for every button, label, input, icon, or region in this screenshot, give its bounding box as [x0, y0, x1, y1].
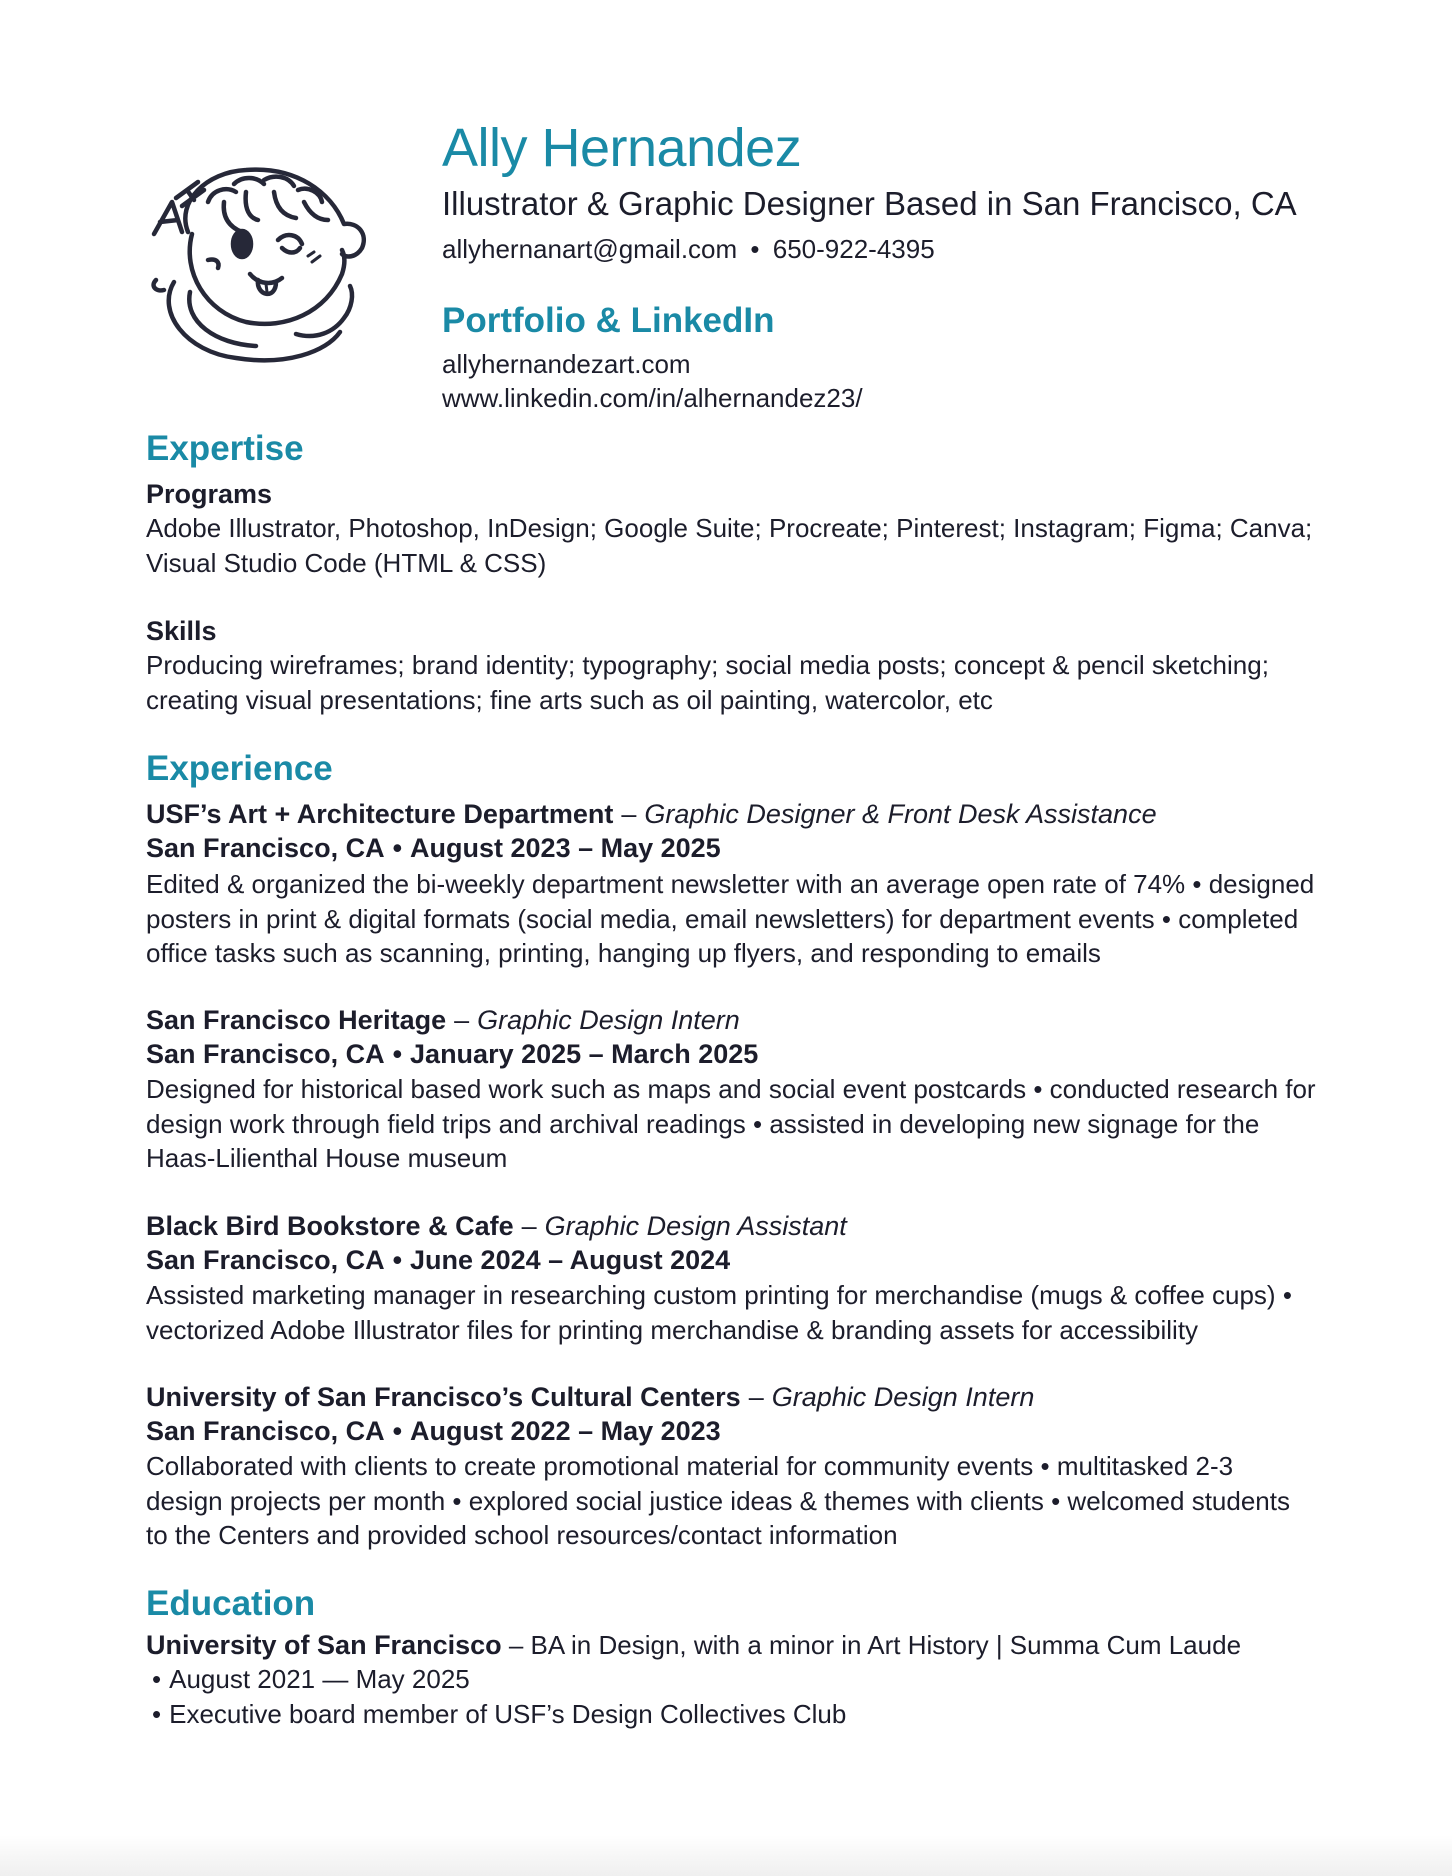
job-title-line	[146, 1003, 740, 1037]
job-description: Collaborated with clients to create promotional material for community events • multitasked 2-3 design projects per month • explored social justice ideas & themes with clients • welcomed students to the Centers and provided school resources/contact information	[146, 1451, 1290, 1550]
bullet-char: •	[152, 1664, 162, 1694]
education-line	[146, 1628, 1241, 1662]
job-role: Graphic Design Intern	[477, 1005, 740, 1035]
education-club: Executive board member of USF’s Design Collectives Club	[169, 1699, 847, 1729]
separator-dot: •	[392, 833, 403, 863]
phone-number[interactable]: 650-922-4395	[772, 234, 935, 264]
separator-dot: •	[392, 1416, 403, 1446]
portfolio-website-link[interactable]: allyhernandezart.com	[442, 349, 691, 379]
separator-dot: •	[392, 1039, 403, 1069]
job-org: USF’s Art + Architecture Department	[146, 799, 614, 829]
name-heading: Ally Hernandez	[442, 118, 802, 178]
job-meta-line	[146, 1414, 721, 1448]
education-dates: August 2021 — May 2025	[169, 1664, 470, 1694]
cartoon-self-portrait-icon	[146, 162, 386, 367]
contact-line	[442, 232, 935, 266]
job-role: Graphic Design Intern	[771, 1382, 1035, 1412]
job-dash: –	[454, 1005, 470, 1035]
job-role: Graphic Designer & Front Desk Assistance	[644, 799, 1157, 829]
portfolio-heading: Portfolio & LinkedIn	[442, 301, 775, 340]
school-name: University of San Francisco	[146, 1630, 502, 1660]
job-dates: August 2022 – May 2023	[410, 1416, 721, 1446]
job-org: University of San Francisco’s Cultural Centers	[146, 1382, 741, 1412]
job-meta-line	[146, 1037, 758, 1071]
skills-heading: Skills	[146, 616, 217, 646]
tagline: Illustrator & Graphic Designer Based in San Francisco, CA	[442, 185, 1297, 222]
separator-dot: •	[392, 1245, 403, 1275]
job-org: Black Bird Bookstore & Cafe	[146, 1211, 514, 1241]
job-dates: June 2024 – August 2024	[410, 1245, 731, 1275]
job-meta-line	[146, 1243, 730, 1277]
job-location: San Francisco, CA	[146, 1416, 385, 1446]
job-description: Designed for historical based work such as maps and social event postcards • conducted research for design work through field trips and archival readings • assisted in developing new signage for the Haas-Lilienthal House museum	[146, 1074, 1316, 1173]
job-location: San Francisco, CA	[146, 1245, 385, 1275]
job-dates: August 2023 – May 2025	[410, 833, 721, 863]
degree-text: – BA in Design, with a minor in Art History | Summa Cum Laude	[508, 1630, 1242, 1660]
bullet-char: •	[152, 1699, 162, 1729]
education-bullet	[152, 1662, 470, 1696]
job-title-line	[146, 1380, 1034, 1414]
job-location: San Francisco, CA	[146, 833, 385, 863]
skills-text: Producing wireframes; brand identity; typography; social media posts; concept & pencil sketching; creating visual presentations; fine arts such as oil painting, watercolor, etc	[146, 650, 1269, 715]
email-link[interactable]: allyhernanart@gmail.com	[442, 234, 738, 264]
job-dash: –	[748, 1382, 764, 1412]
job-dash: –	[521, 1211, 537, 1241]
job-location: San Francisco, CA	[146, 1039, 385, 1069]
programs-heading: Programs	[146, 479, 273, 509]
job-dates: January 2025 – March 2025	[410, 1039, 759, 1069]
job-meta-line	[146, 831, 721, 865]
job-role: Graphic Design Assistant	[544, 1211, 847, 1241]
experience-heading: Experience	[146, 749, 333, 788]
job-description: Assisted marketing manager in researching custom printing for merchandise (mugs & coffee cups) • vectorized Adobe Illustrator files for printing merchandise & branding assets for accessibility	[146, 1280, 1292, 1345]
separator-dot: •	[750, 234, 760, 264]
expertise-heading: Expertise	[146, 429, 304, 468]
job-title-line	[146, 797, 1157, 831]
job-dash: –	[621, 799, 637, 829]
education-heading: Education	[146, 1584, 316, 1623]
job-title-line	[146, 1209, 847, 1243]
job-org: San Francisco Heritage	[146, 1005, 447, 1035]
programs-text: Adobe Illustrator, Photoshop, InDesign; Google Suite; Procreate; Pinterest; Instagram; Figma; Canva; Visual Studio Code (HTML & CSS)	[146, 513, 1313, 578]
job-description: Edited & organized the bi-weekly department newsletter with an average open rate of 74% • designed posters in print & digital formats (social media, email newsletters) for department events • completed office tasks such as scanning, printing, hanging up flyers, and responding to emails	[146, 869, 1315, 968]
education-bullet	[152, 1697, 846, 1731]
linkedin-link[interactable]: www.linkedin.com/in/alhernandez23/	[442, 383, 863, 413]
